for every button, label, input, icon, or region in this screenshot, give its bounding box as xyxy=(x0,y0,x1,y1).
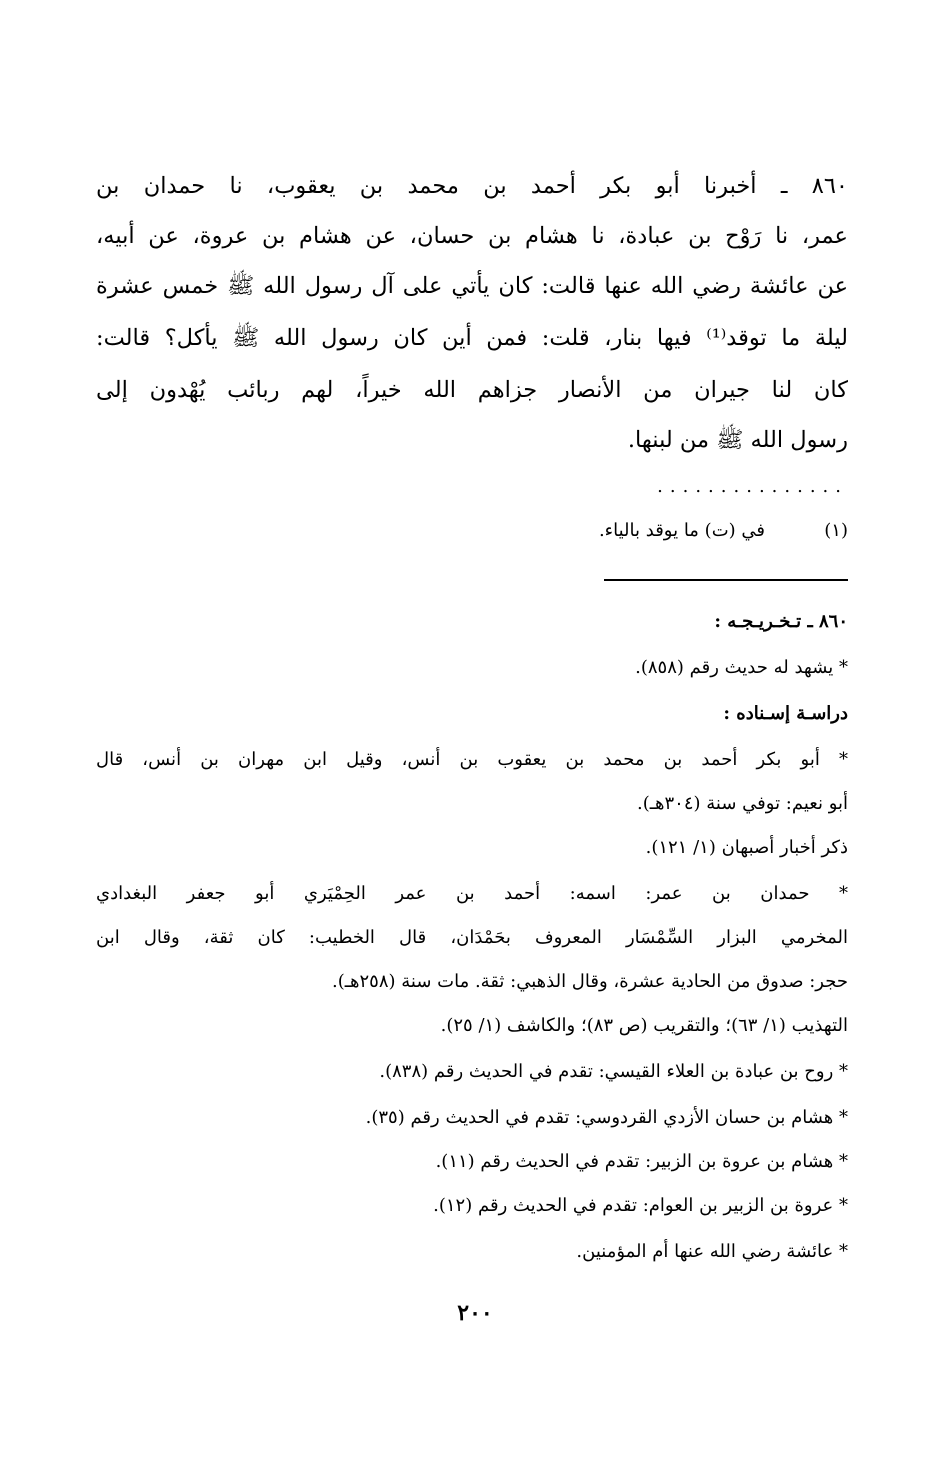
takhrij-line-4: أبو نعيم: توفي سنة (٣٠٤هـ). xyxy=(637,793,848,814)
takhrij-line-7: المخرمي البزار السِّمْسَار المعروف بحَمْدَان، قال الخطيب: كان ثقة، وقال ابن xyxy=(96,927,848,948)
takhrij-line-12: * هشام بن عروة بن الزبير: تقدم في الحديث رقم (١١). xyxy=(435,1151,848,1172)
takhrij-line-13: * عروة بن الزبير بن العوام: تقدم في الحديث رقم (١٢). xyxy=(433,1195,848,1216)
takhrij-heading: ٨٦٠ ـ تـخـريـجـه : xyxy=(714,611,848,632)
takhrij-line-5: ذكر أخبار أصبهان (١/ ١٢١). xyxy=(645,837,848,858)
takhrij-line-1: * يشهد له حديث رقم (٨٥٨). xyxy=(635,657,848,678)
hadith-line-6: رسول الله ﷺ من لبنها. xyxy=(627,427,848,453)
takhrij-line-8: حجر: صدوق من الحادية عشرة، وقال الذهبي: ثقة. مات سنة (٢٥٨هـ). xyxy=(332,971,848,992)
hadith-line-2: عمر، نا رَوْح بن عبادة، نا هشام بن حسان، عن هشام بن عروة، عن أبيه، xyxy=(96,223,848,249)
section-divider xyxy=(604,579,848,581)
takhrij-line-3: * أبو بكر أحمد بن محمد بن يعقوب بن أنس، وقيل ابن مهران بن أنس، قال xyxy=(96,749,848,770)
hadith-line-5: كان لنا جيران من الأنصار جزاهم الله خيراً، لهم ربائب يُهْدون إلى xyxy=(96,377,848,403)
takhrij-line-14: * عائشة رضي الله عنها أم المؤمنين. xyxy=(576,1241,848,1262)
footnote-separator-dots: ............... xyxy=(657,476,848,497)
takhrij-line-10: * روح بن عبادة بن العلاء القيسي: تقدم في الحديث رقم (٨٣٨). xyxy=(379,1061,848,1082)
page-number: ٢٠٠ xyxy=(457,1300,493,1326)
hadith-line-4: ليلة ما توقد⁽¹⁾ فيها بنار، قلت: فمن أين كان رسول الله ﷺ يأكل؟ قالت: xyxy=(96,325,848,351)
takhrij-line-9: التهذيب (١/ ٦٣)؛ والتقريب (ص ٨٣)؛ والكاشف (١/ ٢٥). xyxy=(440,1015,848,1036)
takhrij-line-11: * هشام بن حسان الأزدي القردوسي: تقدم في الحديث رقم (٣٥). xyxy=(365,1107,848,1128)
hadith-line-3: عن عائشة رضي الله عنها قالت: كان يأتي على آل رسول الله ﷺ خمس عشرة xyxy=(96,273,848,299)
takhrij-line-6: * حمدان بن عمر: اسمه: أحمد بن عمر الحِمْيَري أبو جعفر البغدادي xyxy=(96,883,848,904)
footnote-text: في (ت) ما يوقد بالياء. xyxy=(598,520,765,541)
footnote-number: (١) xyxy=(824,520,848,541)
study-heading: دراسـة إسـناده : xyxy=(723,703,848,724)
hadith-line-1: ٨٦٠ ـ أخبرنا أبو بكر أحمد بن محمد بن يعقوب، نا حمدان بن xyxy=(96,173,848,199)
